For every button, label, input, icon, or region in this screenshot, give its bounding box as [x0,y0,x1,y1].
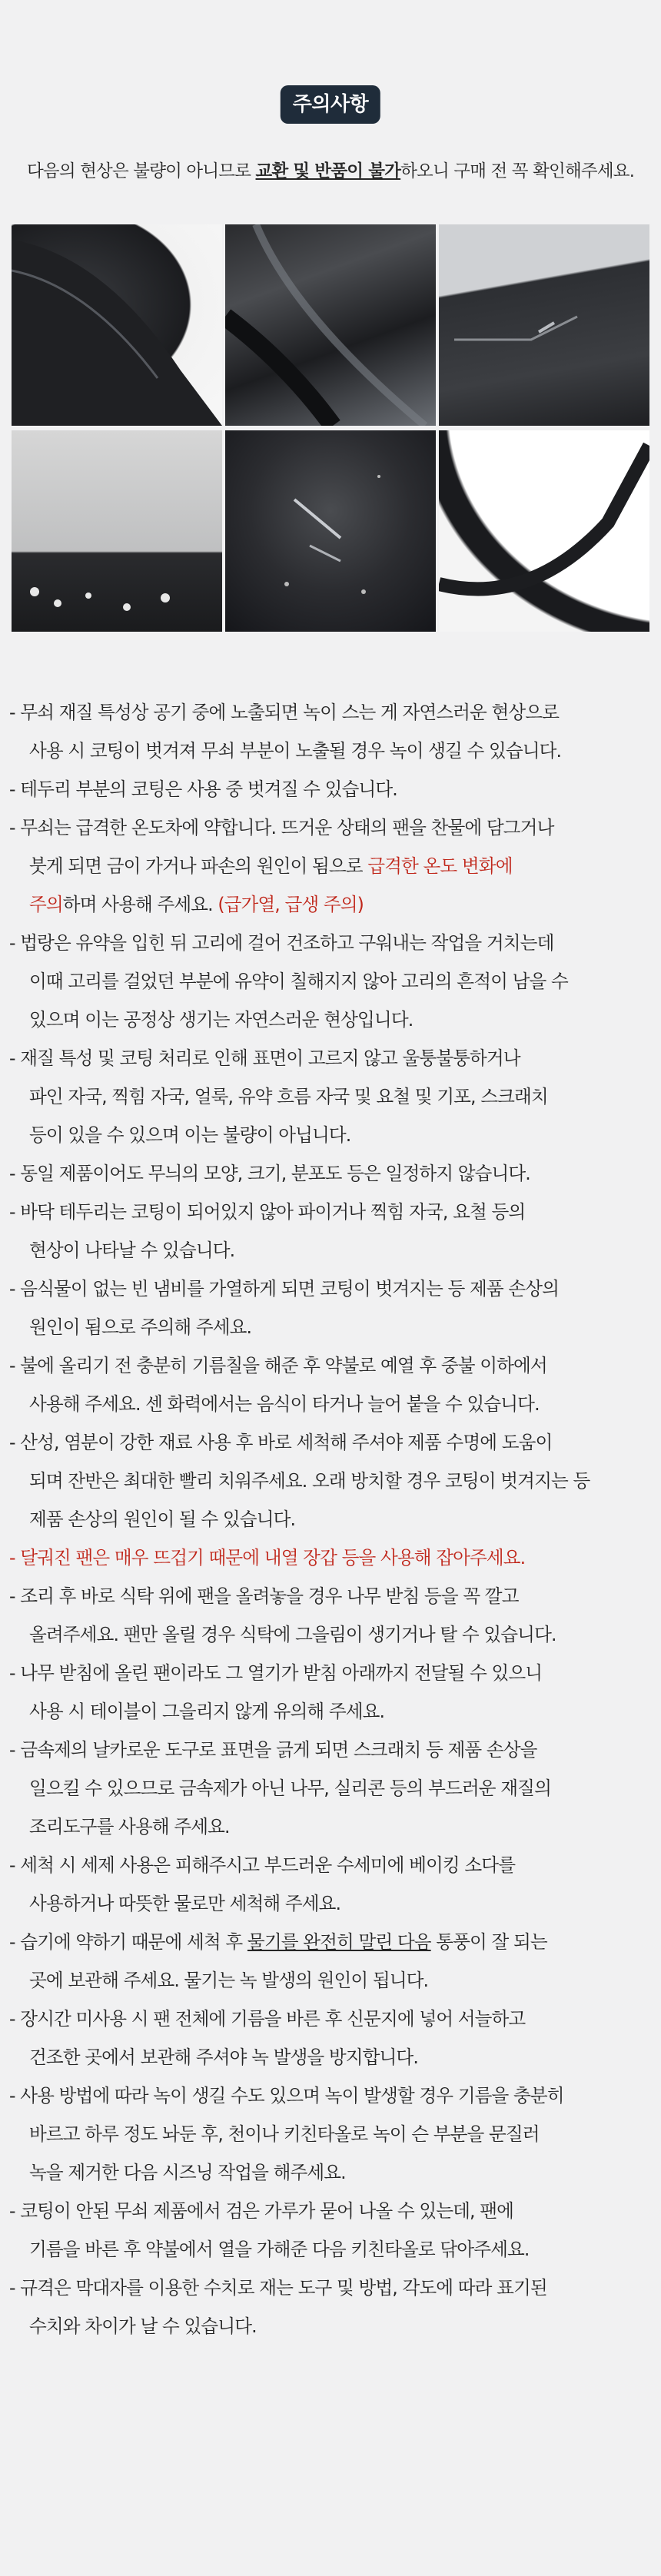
photo-handle-rim [12,224,222,426]
emphasis-dry: 물기를 완전히 말린 다음 [247,1931,431,1953]
caution-item: - 불에 올리기 전 충분히 기름칠을 해준 후 약불로 예열 후 중불 이하에서 사용해 주세요. 센 화력에서는 음식이 타거나 늘어 붙을 수 있습니다. [9,1355,547,1415]
caution-item: - 규격은 막대자를 이용한 수치로 재는 도구 및 방법, 각도에 따라 표기된 수치와 차이가 날 수 있습니다. [9,2277,547,2337]
caution-item: - 습기에 약하기 때문에 세척 후 물기를 완전히 말린 다음 통풍이 잘 되는 곳에 보관해 주세요. 물기는 녹 발생의 원인이 됩니다. [9,1931,547,1991]
caution-item: - 나무 받침에 올린 팬이라도 그 열기가 받침 아래까지 전달될 수 있으니 사용 시 테이블이 그을리지 않게 유의해 주세요. [9,1662,543,1722]
caution-list [9,693,655,2345]
photo-rim-closeup [225,224,436,426]
caution-item: - 법랑은 유약을 입힌 뒤 고리에 걸어 건조하고 구워내는 작업을 거치는데 이때 고리를 걸었던 부분에 유약이 칠해지지 않아 고리의 흔적이 남을 수 있으며 이는 공정상 생기는 자연스러운 현상입니다. [9,932,568,1031]
defect-photo-grid [12,224,649,632]
caution-item: - 사용 방법에 따라 녹이 생길 수도 있으며 녹이 발생할 경우 기름을 충분히 바르고 하루 정도 놔둔 후, 천이나 키친타올로 녹이 슨 부분을 문질러 녹을 제거한 다음 시즈닝 작업을 해주세요. [9,2085,564,2183]
caution-item: - 음식물이 없는 빈 냄비를 가열하게 되면 코팅이 벗겨지는 등 제품 손상의 원인이 됨으로 주의해 주세요. [9,1278,560,1338]
caution-item: - 재질 특성 및 코팅 처리로 인해 표면이 고르지 않고 울퉁불퉁하거나 파인 자국, 찍힘 자국, 얼룩, 유약 흐름 자국 및 요철 및 기포, 스크래치 등이 있을 수 있으며 이는 불량이 아닙니다. [9,1047,548,1146]
intro-emphasis: 교환 및 반품이 불가 [255,161,401,181]
caution-item: - 코팅이 안된 무쇠 제품에서 검은 가루가 묻어 나올 수 있는데, 팬에 기름을 바른 후 약불에서 열을 가해준 다음 키친타올로 닦아주세요. [9,2200,530,2260]
photo-enamel-edge [12,430,222,632]
caution-item: - 조리 후 바로 식탁 위에 팬을 올려놓을 경우 나무 받침 등을 꼭 깔고 올려주세요. 팬만 올릴 경우 식탁에 그을림이 생기거나 탈 수 있습니다. [9,1585,556,1645]
photo-surface-marks [225,430,436,632]
caution-item: - 무쇠는 급격한 온도차에 약합니다. 뜨거운 상태의 팬을 찬물에 담그거나 붓게 되면 금이 가거나 파손의 원인이 됨으로 급격한 온도 변화에 주의하며 사용해 주세요. (급가열, 급생 주의) [9,817,554,915]
caution-item: - 세척 시 세제 사용은 피해주시고 부드러운 수세미에 베이킹 소다를 사용하거나 따뜻한 물로만 세척해 주세요. [9,1854,516,1914]
photo-handle-coating [439,430,649,632]
intro-text [0,158,661,182]
caution-item: - 금속제의 날카로운 도구로 표면을 긁게 되면 스크래치 등 제품 손상을 일으킬 수 있으므로 금속제가 아닌 나무, 실리콘 등의 부드러운 재질의 조리도구를 사용해 주세요. [9,1739,551,1837]
caution-item: - 동일 제품이어도 무늬의 모양, 크기, 분포도 등은 일정하지 않습니다. [9,1163,530,1184]
emphasis-heating: (급가열, 급생 주의) [218,894,364,915]
intro-pre: 다음의 현상은 불량이 아니므로 [26,161,256,181]
caution-item: - 장시간 미사용 시 팬 전체에 기름을 바른 후 신문지에 넣어 서늘하고 건조한 곳에서 보관해 주셔야 녹 발생을 방지합니다. [9,2008,526,2068]
emphasis-temperature: 급격한 온도 변화에 [367,855,513,877]
caution-item: - 산성, 염분이 강한 재료 사용 후 바로 세척해 주셔야 제품 수명에 도움이 되며 잔반은 최대한 빨리 치워주세요. 오래 방치할 경우 코팅이 벗겨지는 등 제품 손상의 원인이 될 수 있습니다. [9,1432,590,1530]
caution-badge: 주의사항 [281,85,380,124]
photo-scratch [439,224,649,426]
caution-item: - 바닥 테두리는 코팅이 되어있지 않아 파이거나 찍힘 자국, 요철 등의 현상이 나타날 수 있습니다. [9,1201,526,1261]
caution-item: - 테두리 부분의 코팅은 사용 중 벗겨질 수 있습니다. [9,778,397,800]
caution-item-hot-pan: - 달궈진 팬은 매우 뜨겁기 때문에 내열 장갑 등을 사용해 잡아주세요. [9,1547,526,1569]
intro-post: 하오니 구매 전 꼭 확인해주세요. [400,161,635,181]
caution-item: - 무쇠 재질 특성상 공기 중에 노출되면 녹이 스는 게 자연스러운 현상으로 사용 시 코팅이 벗겨져 무쇠 부분이 노출될 경우 녹이 생길 수 있습니다. [9,702,562,762]
